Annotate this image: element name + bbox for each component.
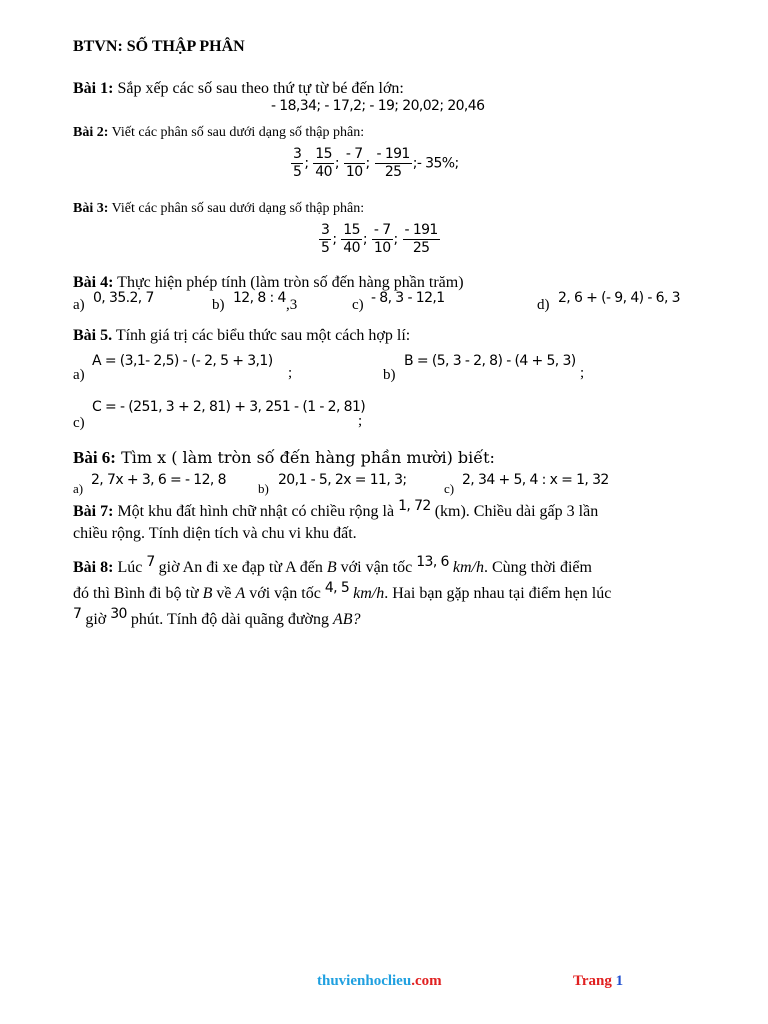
page-title: BTVN: SỐ THẬP PHÂN: [73, 38, 245, 55]
expression: C = - (251, 3 + 2, 81) + 3, 251 - (1 - 2, 81): [92, 399, 366, 415]
fraction: $\frac{3}{5}$: [293, 146, 302, 180]
exercise-5-c: c) C = - (251, 3 + 2, 81) + 3, 251 - (1 - 2, 81) ;: [73, 399, 366, 431]
exercise-3: [73, 200, 695, 218]
fraction: $\frac{3}{5}$: [321, 222, 330, 256]
exercise-6: [73, 447, 695, 469]
expression: A = (3,1- 2,5) - (- 2, 5 + 3,1): [92, 353, 273, 369]
expression: 20,1 - 5, 2x = 11, 3;: [278, 472, 407, 488]
expression: B = (5, 3 - 2, 8) - (4 + 5, 3): [404, 353, 576, 369]
fraction: $\frac{15}{40}$: [343, 222, 360, 256]
exercise-8-label: Bài 8:: [73, 559, 114, 576]
exercise-6-text: Tìm x ( làm tròn số đến hàng phần mười) biết:: [115, 448, 495, 467]
exercise-3-text: Viết các phân số sau dưới dạng số thập phân:: [108, 201, 365, 216]
exercise-1-label: Bài 1:: [73, 80, 114, 97]
expression: 2, 7x + 3, 6 = - 12, 8: [91, 472, 226, 488]
exercise-1-numbers: - 18,34; - 17,2; - 19; 20,02; 20,46: [271, 98, 485, 114]
fraction: $\frac{- 191}{25}$: [376, 146, 410, 180]
exercise-2-text: Viết các phân số sau dưới dạng số thập phân:: [108, 125, 365, 140]
exercise-6-items: a) 2, 7x + 3, 6 = - 12, 8 b) 20,1 - 5, 2x = 11, 3; c) 2, 34 + 5, 4 : x = 1, 32: [73, 472, 609, 496]
exercise-7: Bài 7: Một khu đất hình chữ nhật có chiều rộng là 1, 72 (km). Chiều dài gấp 3 lần chiều rộng. Tính diện tích và chu vi khu đất.: [73, 498, 599, 542]
exercise-7-label: Bài 7:: [73, 503, 114, 520]
exercise-2: [73, 124, 695, 142]
expression: 0, 35.2, 7: [93, 290, 154, 306]
footer-page-number: Trang 1: [573, 973, 624, 989]
exercise-5: [73, 325, 695, 347]
exercise-2-label: Bài 2:: [73, 125, 109, 140]
exercise-1-text: Sắp xếp các số sau theo thứ tự từ bé đến lớn:: [113, 80, 404, 97]
exercise-4-text: Thực hiện phép tính (làm tròn số đến hàng phần trăm): [113, 274, 464, 291]
exercise-3-label: Bài 3:: [73, 201, 109, 216]
expression: 12, 8 : 4: [233, 290, 286, 306]
exercise-1: [73, 78, 695, 100]
footer-site-link[interactable]: thuvienhoclieu.com: [317, 973, 442, 989]
fraction: $\frac{- 191}{25}$: [404, 222, 438, 256]
exercise-4-label: Bài 4:: [73, 274, 114, 291]
document-page: [73, 38, 695, 633]
expression: 1, 72: [398, 498, 431, 514]
exercise-6-label: Bài 6:: [73, 448, 116, 467]
exercise-8: Bài 8: Lúc 7 giờ An đi xe đạp từ A đến B với vận tốc 13, 6 km/h. Cùng thời điểm đó thì Bình đi bộ từ B về A với vận tốc 4, 5 km/h. Hai bạn gặp nhau tại điểm hẹn lúc 7 giờ 30 phút. Tính độ dài quãng đường AB?: [73, 554, 612, 628]
expression: - 8, 3 - 12,1: [371, 290, 445, 306]
expression: 2, 6 + (- 9, 4) - 6, 3: [558, 290, 680, 306]
exercise-2-fractions: $\frac{3}{5}$ ; $\frac{15}{40}$ ; $\frac{- 7}{10}$ ; $\frac{- 191}{25}$ ;- 35%;: [293, 146, 459, 180]
fraction: $\frac{15}{40}$: [315, 146, 332, 180]
fraction: $\frac{- 7}{10}$: [373, 222, 391, 256]
fraction: $\frac{- 7}{10}$: [345, 146, 363, 180]
exercise-5-label: Bài 5.: [73, 327, 113, 344]
expression: 2, 34 + 5, 4 : x = 1, 32: [462, 472, 609, 488]
exercise-5-ab: a) A = (3,1- 2,5) - (- 2, 5 + 3,1) ; b) B = (5, 3 - 2, 8) - (4 + 5, 3) ;: [73, 353, 585, 383]
exercise-5-text: Tính giá trị các biểu thức sau một cách hợp lí:: [112, 327, 411, 344]
exercise-4-items: a) 0, 35.2, 7 b) 12, 8 : 4 ,3 c) - 8, 3 - 12,1 d) 2, 6 + (- 9, 4) - 6, 3: [73, 290, 680, 313]
exercise-3-fractions: $\frac{3}{5}$ ; $\frac{15}{40}$ ; $\frac{- 7}{10}$ ; $\frac{- 191}{25}$: [321, 222, 438, 256]
